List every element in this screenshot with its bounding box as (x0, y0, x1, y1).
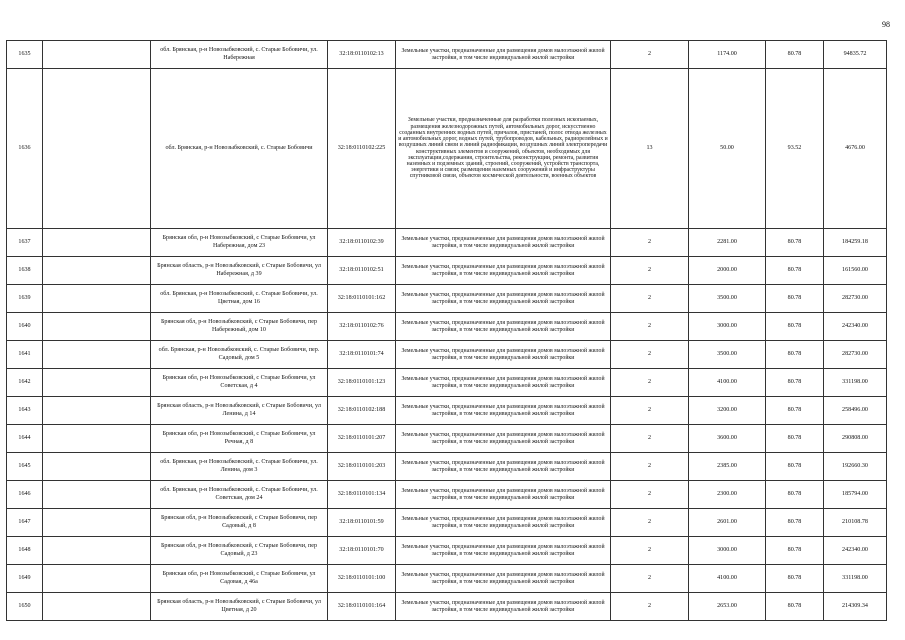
land-use-cell: Земельные участки, предназначенные для размещения домов малоэтажной жилой застройки, в том числе индивидуальной жилой застройки (396, 453, 611, 481)
group-cell: 2 (611, 229, 689, 257)
address-cell: Брянская обл, р-н Новозыбковский, с Старые Бобовичи, пер Набережный, дом 10 (151, 313, 328, 341)
rate-cell: 80.78 (766, 537, 824, 565)
cadastral-number-cell: 32:18:0110102:13 (328, 41, 396, 69)
row-id: 1641 (7, 341, 43, 369)
table-row (7, 257, 887, 285)
empty-cell (43, 509, 151, 537)
area-cell: 2601.00 (689, 509, 766, 537)
address-cell: обл. Брянская, р-н Новозыбковский, с. Старые Бобовичи, ул. Цветная, дом 16 (151, 285, 328, 313)
group-cell: 2 (611, 593, 689, 621)
empty-cell (43, 397, 151, 425)
cadastral-number-cell: 32:18:0110101:70 (328, 537, 396, 565)
group-cell: 2 (611, 341, 689, 369)
group-cell: 2 (611, 481, 689, 509)
row-id: 1639 (7, 285, 43, 313)
land-use-cell: Земельные участки, предназначенные для размещения домов малоэтажной жилой застройки, в том числе индивидуальной жилой застройки (396, 369, 611, 397)
cadastral-value-cell: 258496.00 (824, 397, 887, 425)
table-row (7, 565, 887, 593)
area-cell: 3000.00 (689, 537, 766, 565)
area-cell: 2385.00 (689, 453, 766, 481)
rate-cell: 80.78 (766, 41, 824, 69)
rate-cell: 80.78 (766, 565, 824, 593)
area-cell: 3600.00 (689, 425, 766, 453)
group-cell: 2 (611, 369, 689, 397)
cadastral-value-cell: 282730.00 (824, 341, 887, 369)
cadastral-number-cell: 32:18:0110101:74 (328, 341, 396, 369)
area-cell: 3200.00 (689, 397, 766, 425)
cadastral-value-cell: 184259.18 (824, 229, 887, 257)
area-cell: 4100.00 (689, 565, 766, 593)
empty-cell (43, 369, 151, 397)
group-cell: 2 (611, 313, 689, 341)
empty-cell (43, 313, 151, 341)
cadastral-number-cell: 32:18:0110101:134 (328, 481, 396, 509)
rate-cell: 80.78 (766, 285, 824, 313)
row-id: 1638 (7, 257, 43, 285)
rate-cell: 80.78 (766, 425, 824, 453)
cadastral-value-cell: 331198.00 (824, 369, 887, 397)
land-use-cell: Земельные участки, предназначенные для размещения домов малоэтажной жилой застройки, в том числе индивидуальной жилой застройки (396, 229, 611, 257)
table-row (7, 69, 887, 229)
cadastral-value-cell: 214309.34 (824, 593, 887, 621)
row-id: 1650 (7, 593, 43, 621)
cadastral-value-cell: 161560.00 (824, 257, 887, 285)
cadastral-value-cell: 210108.78 (824, 509, 887, 537)
cadastral-value-cell: 282730.00 (824, 285, 887, 313)
row-id: 1635 (7, 41, 43, 69)
row-id: 1647 (7, 509, 43, 537)
table-row (7, 453, 887, 481)
cadastral-value-cell: 331198.00 (824, 565, 887, 593)
group-cell: 2 (611, 285, 689, 313)
row-id: 1648 (7, 537, 43, 565)
area-cell: 3500.00 (689, 341, 766, 369)
land-use-cell: Земельные участки, предназначенные для размещения домов малоэтажной жилой застройки, в том числе индивидуальной жилой застройки (396, 313, 611, 341)
land-use-cell: Земельные участки, предназначенные для размещения домов малоэтажной жилой застройки, в том числе индивидуальной жилой застройки (396, 41, 611, 69)
cadastral-number-cell: 32:18:0110101:123 (328, 369, 396, 397)
rate-cell: 80.78 (766, 229, 824, 257)
cadastral-number-cell: 32:18:0110101:100 (328, 565, 396, 593)
area-cell: 2000.00 (689, 257, 766, 285)
area-cell: 3000.00 (689, 313, 766, 341)
empty-cell (43, 341, 151, 369)
empty-cell (43, 257, 151, 285)
address-cell: обл. Брянская, р-н Новозыбковский, с. Старые Бобовичи, пер. Садовый, дом 5 (151, 341, 328, 369)
table-body (7, 41, 887, 621)
rate-cell: 80.78 (766, 481, 824, 509)
land-registry-table (6, 40, 887, 621)
address-cell: обл. Брянская, р-н Новозыбковский, с. Старые Бобовичи (151, 69, 328, 229)
empty-cell (43, 425, 151, 453)
table-row (7, 481, 887, 509)
area-cell: 50.00 (689, 69, 766, 229)
row-id: 1646 (7, 481, 43, 509)
group-cell: 2 (611, 41, 689, 69)
empty-cell (43, 593, 151, 621)
group-cell: 2 (611, 565, 689, 593)
empty-cell (43, 537, 151, 565)
group-cell: 2 (611, 397, 689, 425)
area-cell: 1174.00 (689, 41, 766, 69)
address-cell: обл. Брянская, р-н Новозыбковский, с. Старые Бобовичи, ул. Ленина, дом 3 (151, 453, 328, 481)
row-id: 1644 (7, 425, 43, 453)
table-row (7, 229, 887, 257)
row-id: 1649 (7, 565, 43, 593)
area-cell: 2653.00 (689, 593, 766, 621)
table-row (7, 425, 887, 453)
row-id: 1645 (7, 453, 43, 481)
table-row (7, 285, 887, 313)
rate-cell: 80.78 (766, 509, 824, 537)
rate-cell: 80.78 (766, 369, 824, 397)
row-id: 1636 (7, 69, 43, 229)
land-use-cell: Земельные участки, предназначенные для размещения домов малоэтажной жилой застройки, в том числе индивидуальной жилой застройки (396, 593, 611, 621)
rate-cell: 80.78 (766, 593, 824, 621)
address-cell: Брянская область, р-н Новозыбковский, с Старые Бобовичи, ул Набережная, д 39 (151, 257, 328, 285)
land-use-cell: Земельные участки, предназначенные для размещения домов малоэтажной жилой застройки, в том числе индивидуальной жилой застройки (396, 565, 611, 593)
address-cell: Брянская обл, р-н Новозыбковский, с Старые Бобовичи, пер Садовый, д 8 (151, 509, 328, 537)
land-use-cell: Земельные участки, предназначенные для размещения домов малоэтажной жилой застройки, в том числе индивидуальной жилой застройки (396, 257, 611, 285)
area-cell: 2300.00 (689, 481, 766, 509)
address-cell: Брянская область, р-н Новозыбковский, с Старые Бобовичи, ул Ленина, д 14 (151, 397, 328, 425)
land-use-cell: Земельные участки, предназначенные для размещения домов малоэтажной жилой застройки, в том числе индивидуальной жилой застройки (396, 285, 611, 313)
cadastral-value-cell: 242340.00 (824, 313, 887, 341)
land-use-cell: Земельные участки, предназначенные для размещения домов малоэтажной жилой застройки, в том числе индивидуальной жилой застройки (396, 481, 611, 509)
group-cell: 2 (611, 537, 689, 565)
address-cell: Брянская обл, р-н Новозыбковский, с Старые Бобовичи, ул Садовая, д 46а (151, 565, 328, 593)
cadastral-number-cell: 32:18:0110102:76 (328, 313, 396, 341)
cadastral-value-cell: 242340.00 (824, 537, 887, 565)
group-cell: 2 (611, 257, 689, 285)
table-row (7, 341, 887, 369)
area-cell: 2281.00 (689, 229, 766, 257)
group-cell: 13 (611, 69, 689, 229)
address-cell: Брянская обл, р-н Новозыбковский, с Старые Бобовичи, ул Советская, д 4 (151, 369, 328, 397)
cadastral-number-cell: 32:18:0110101:59 (328, 509, 396, 537)
rate-cell: 80.78 (766, 453, 824, 481)
land-use-cell: Земельные участки, предназначенные для размещения домов малоэтажной жилой застройки, в том числе индивидуальной жилой застройки (396, 397, 611, 425)
cadastral-number-cell: 32:18:0110101:164 (328, 593, 396, 621)
group-cell: 2 (611, 425, 689, 453)
address-cell: Брянская обл, р-н Новозыбковский, с Старые Бобовичи, ул Речная, д 8 (151, 425, 328, 453)
address-cell: Брянская обл, р-н Новозыбковский, с Старые Бобовичи, ул Набережная, дом 23 (151, 229, 328, 257)
address-cell: обл. Брянская, р-н Новозыбковский, с. Старые Бобовичи, ул. Набережная (151, 41, 328, 69)
land-use-cell: Земельные участки, предназначенные для разработки полезных ископаемых, размещения железнодорожных путей, автомобильных дорог, искусственно созданных внутренних водных путей, причалов, пристаней, полос отвода железных и автомобильных дорог, водных путей, трубопроводов, кабельных, радиорелейных и воздушных линий связи и линий радиофикации, воздушных линий электропередачи конструктивных элементов и сооружений, объектов, необходимых для эксплуатации,содержания, строительства, реконструкции, ремонта, развития наземных и подземных зданий, строений, сооружений, устройств транспорта, энергетики и связи; размещения наземных сооружений и инфраструктуры спутниковой связи, объектов космической деятельности, военных объектов (396, 69, 611, 229)
row-id: 1642 (7, 369, 43, 397)
address-cell: Брянская область, р-н Новозыбковский, с Старые Бобовичи, ул Цветная, д 20 (151, 593, 328, 621)
address-cell: обл. Брянская, р-н Новозыбковский, с. Старые Бобовичи, ул. Советская, дом 24 (151, 481, 328, 509)
row-id: 1643 (7, 397, 43, 425)
row-id: 1640 (7, 313, 43, 341)
empty-cell (43, 229, 151, 257)
table-row (7, 313, 887, 341)
cadastral-value-cell: 94835.72 (824, 41, 887, 69)
group-cell: 2 (611, 509, 689, 537)
area-cell: 3500.00 (689, 285, 766, 313)
cadastral-number-cell: 32:18:0110102:39 (328, 229, 396, 257)
table-row (7, 41, 887, 69)
rate-cell: 93.52 (766, 69, 824, 229)
empty-cell (43, 565, 151, 593)
rate-cell: 80.78 (766, 257, 824, 285)
land-use-cell: Земельные участки, предназначенные для размещения домов малоэтажной жилой застройки, в том числе индивидуальной жилой застройки (396, 537, 611, 565)
cadastral-value-cell: 4676.00 (824, 69, 887, 229)
cadastral-number-cell: 32:18:0110101:162 (328, 285, 396, 313)
land-use-cell: Земельные участки, предназначенные для размещения домов малоэтажной жилой застройки, в том числе индивидуальной жилой застройки (396, 509, 611, 537)
group-cell: 2 (611, 453, 689, 481)
land-use-cell: Земельные участки, предназначенные для размещения домов малоэтажной жилой застройки, в том числе индивидуальной жилой застройки (396, 341, 611, 369)
cadastral-number-cell: 32:18:0110102:51 (328, 257, 396, 285)
empty-cell (43, 285, 151, 313)
page-number: 98 (882, 20, 890, 29)
rate-cell: 80.78 (766, 397, 824, 425)
table-row (7, 509, 887, 537)
land-use-cell: Земельные участки, предназначенные для размещения домов малоэтажной жилой застройки, в том числе индивидуальной жилой застройки (396, 425, 611, 453)
rate-cell: 80.78 (766, 313, 824, 341)
table-row (7, 593, 887, 621)
cadastral-value-cell: 192660.30 (824, 453, 887, 481)
rate-cell: 80.78 (766, 341, 824, 369)
table-row (7, 369, 887, 397)
cadastral-number-cell: 32:18:0110101:207 (328, 425, 396, 453)
empty-cell (43, 69, 151, 229)
cadastral-number-cell: 32:18:0110102:225 (328, 69, 396, 229)
cadastral-value-cell: 290808.00 (824, 425, 887, 453)
table-row (7, 397, 887, 425)
cadastral-value-cell: 185794.00 (824, 481, 887, 509)
address-cell: Брянская обл, р-н Новозыбковский, с Старые Бобовичи, пер Садовый, д 23 (151, 537, 328, 565)
area-cell: 4100.00 (689, 369, 766, 397)
row-id: 1637 (7, 229, 43, 257)
empty-cell (43, 481, 151, 509)
empty-cell (43, 41, 151, 69)
cadastral-number-cell: 32:18:0110102:188 (328, 397, 396, 425)
cadastral-number-cell: 32:18:0110101:203 (328, 453, 396, 481)
table-row (7, 537, 887, 565)
empty-cell (43, 453, 151, 481)
